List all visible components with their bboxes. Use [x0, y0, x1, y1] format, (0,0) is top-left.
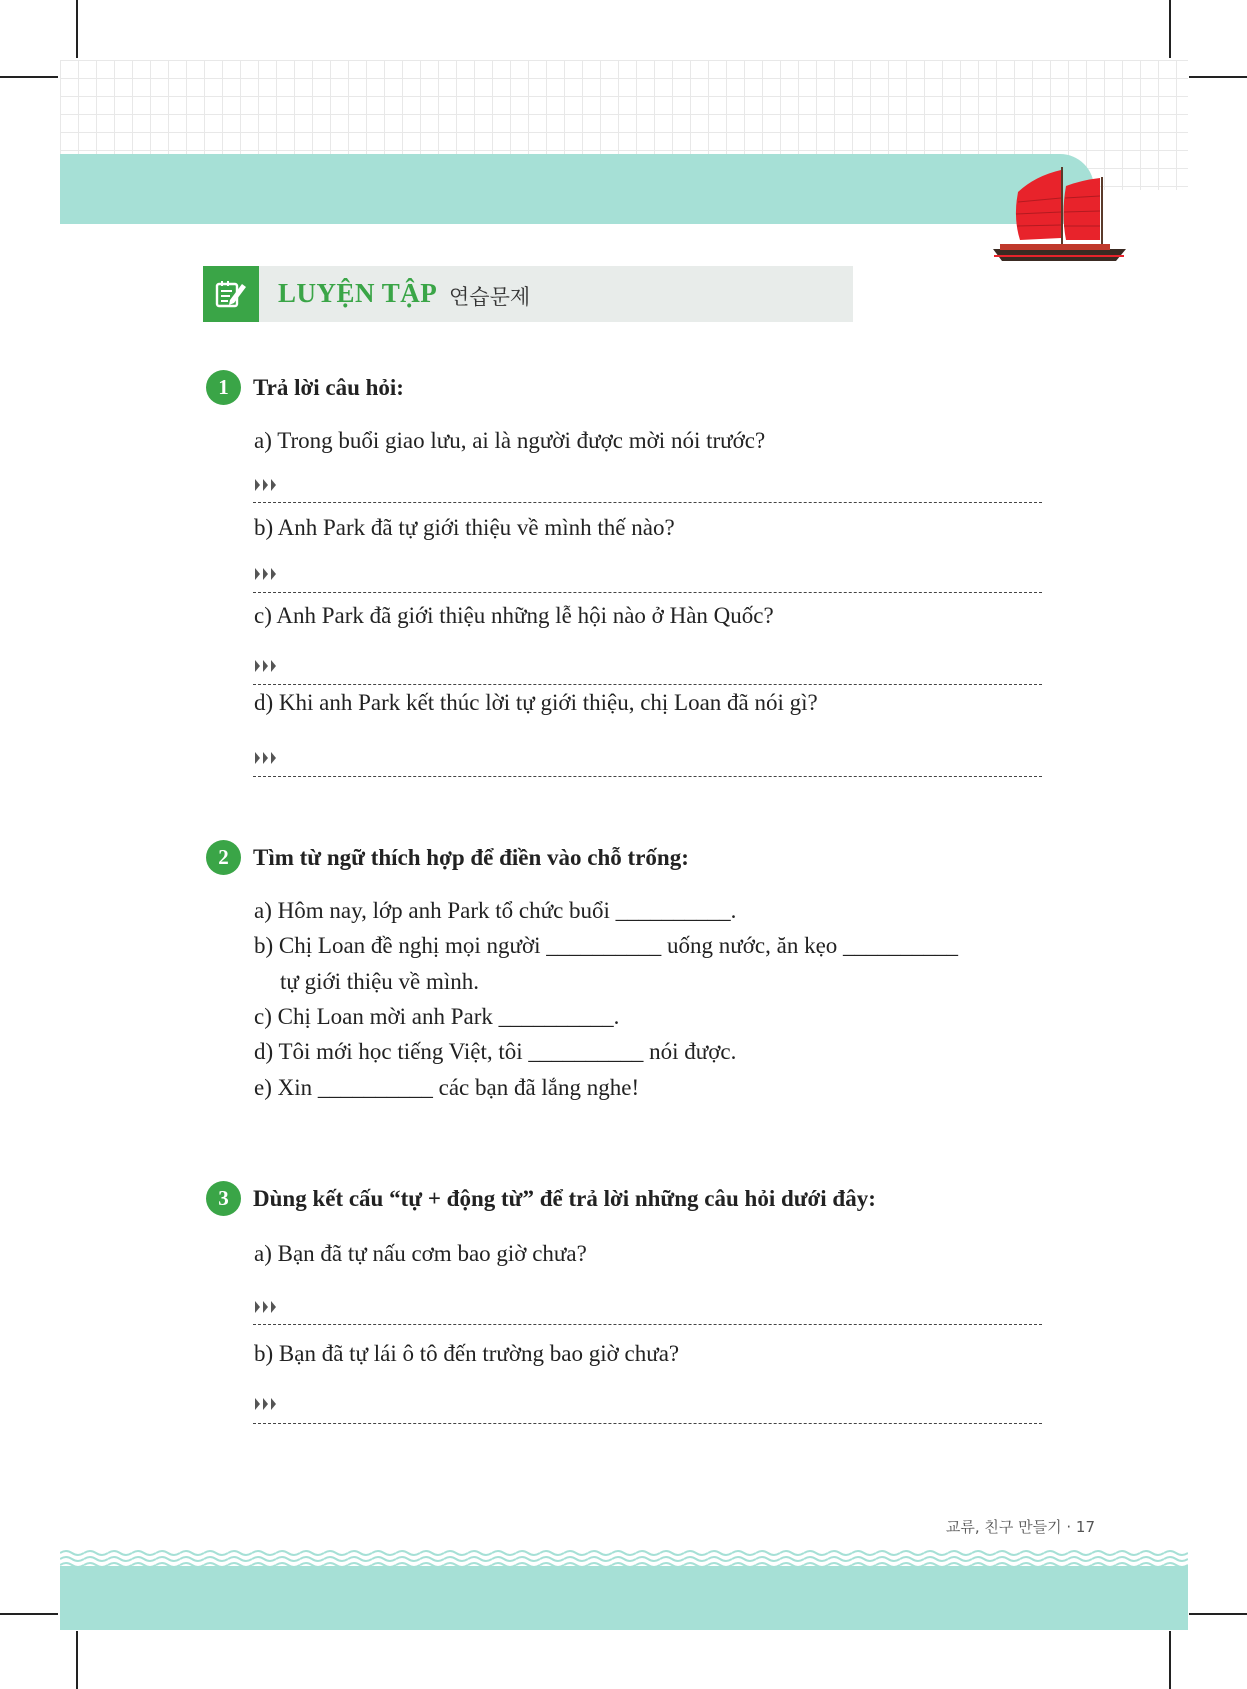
crop-mark [1189, 76, 1247, 78]
crop-mark [76, 1631, 78, 1689]
question-1d: d) Khi anh Park kết thúc lời tự giới thiệu, chị Loan đã nói gì? [254, 690, 818, 715]
question-3a: a) Bạn đã tự nấu cơm bao giờ chưa? [254, 1241, 587, 1266]
fill-blank-2c[interactable]: c) Chị Loan mời anh Park __________. [254, 1004, 620, 1029]
answer-arrow-icon [254, 1397, 280, 1411]
section-subtitle: 연습문제 [449, 285, 531, 309]
exercise-number-badge: 2 [206, 840, 241, 875]
answer-line-1b[interactable] [253, 592, 1042, 593]
junk-boat-icon [990, 162, 1130, 272]
answer-arrow-icon [254, 659, 280, 673]
header-band [60, 154, 1094, 224]
exercise-3-title: Dùng kết cấu “tự + động từ” để trả lời những câu hỏi dưới đây: [253, 1185, 876, 1211]
footer-band [60, 1566, 1188, 1630]
exercise-1-heading [206, 370, 404, 405]
exercise-number-badge: 3 [206, 1181, 241, 1216]
fill-blank-2a[interactable]: a) Hôm nay, lớp anh Park tổ chức buổi __________. [254, 898, 737, 923]
answer-line-1d[interactable] [253, 776, 1042, 777]
exercise-2-title: Tìm từ ngữ thích hợp để điền vào chỗ trống: [253, 844, 689, 870]
crop-mark [0, 76, 58, 78]
exercise-number-badge: 1 [206, 370, 241, 405]
question-3b: b) Bạn đã tự lái ô tô đến trường bao giờ chưa? [254, 1341, 680, 1366]
question-1b: b) Anh Park đã tự giới thiệu về mình thế nào? [254, 515, 675, 540]
exercise-2-heading [206, 840, 689, 875]
fill-blank-2d[interactable]: d) Tôi mới học tiếng Việt, tôi __________ nói được. [254, 1039, 737, 1064]
notebook-pencil-icon [203, 266, 259, 322]
crop-mark [1169, 0, 1171, 58]
section-title: LUYỆN TẬP [278, 278, 438, 308]
fill-blank-2b[interactable]: b) Chị Loan đề nghị mọi người __________ uống nước, ăn kẹo __________ [254, 933, 959, 958]
answer-line-1c[interactable] [253, 684, 1042, 685]
exercise-3-heading [206, 1181, 876, 1216]
page-footer: 교류, 친구 만들기 · 17 [945, 1518, 1095, 1536]
answer-arrow-icon [254, 1300, 280, 1314]
fill-blank-2b-continued: tự giới thiệu về mình. [280, 969, 480, 994]
fill-blank-2e[interactable]: e) Xin __________ các bạn đã lắng nghe! [254, 1075, 640, 1100]
answer-line-1a[interactable] [253, 502, 1042, 503]
crop-mark [1189, 1613, 1247, 1615]
answer-arrow-icon [254, 478, 280, 492]
question-1c: c) Anh Park đã giới thiệu những lễ hội nào ở Hàn Quốc? [254, 603, 774, 628]
crop-mark [76, 0, 78, 58]
answer-line-3a[interactable] [253, 1324, 1042, 1325]
answer-arrow-icon [254, 567, 280, 581]
answer-arrow-icon [254, 751, 280, 765]
crop-mark [1169, 1631, 1171, 1689]
answer-line-3b[interactable] [253, 1423, 1042, 1424]
section-banner [203, 266, 853, 322]
question-1a: a) Trong buổi giao lưu, ai là người được mời nói trước? [254, 428, 766, 453]
crop-mark [0, 1613, 58, 1615]
exercise-1-title: Trả lời câu hỏi: [253, 374, 404, 400]
